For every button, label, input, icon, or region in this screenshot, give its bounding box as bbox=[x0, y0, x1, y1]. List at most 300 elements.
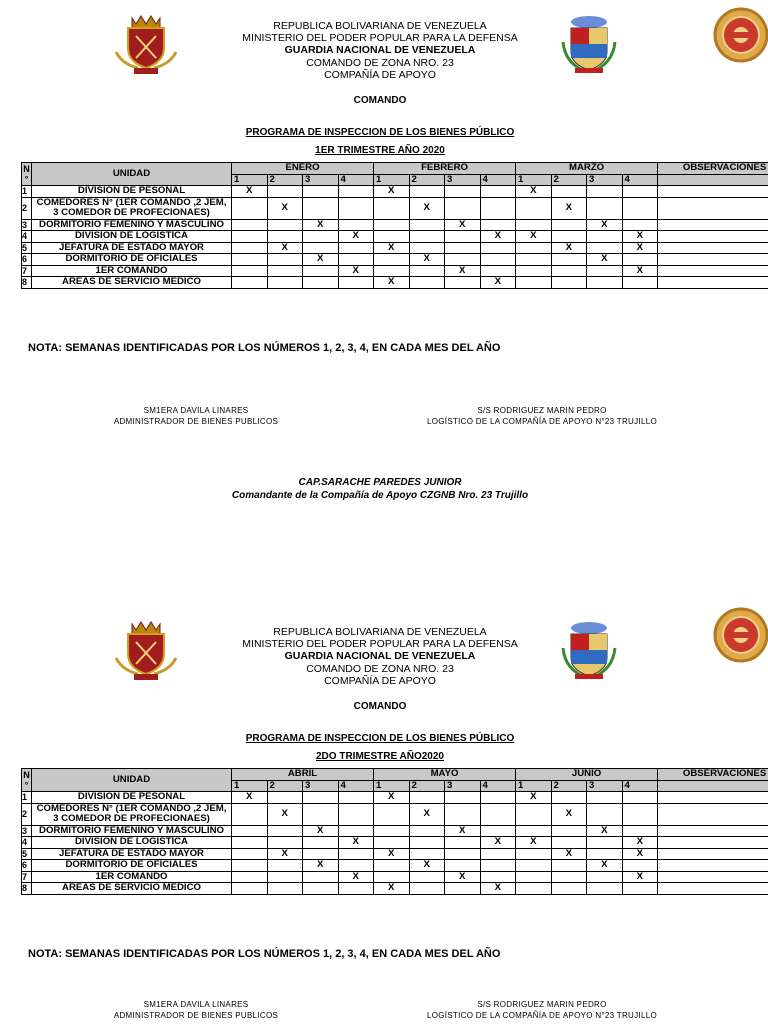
row-number: 6 bbox=[22, 860, 32, 872]
week-cell bbox=[267, 825, 303, 837]
header-week: 4 bbox=[622, 780, 658, 792]
week-cell bbox=[622, 277, 658, 289]
row-number: 7 bbox=[22, 871, 32, 883]
week-cell bbox=[232, 837, 268, 849]
header-unidad: UNIDAD bbox=[32, 769, 232, 792]
signature-right bbox=[402, 406, 682, 427]
inspection-table bbox=[21, 162, 768, 289]
observaciones-cell bbox=[658, 792, 768, 804]
table-row bbox=[22, 197, 768, 219]
observaciones-cell bbox=[658, 265, 768, 277]
header-number: N ° bbox=[23, 769, 30, 790]
week-cell bbox=[374, 254, 410, 266]
week-cell: X bbox=[374, 792, 410, 804]
row-unidad: COMEDORES N° (1ER COMANDO ,2 JEM, 3 COMEDOR DE PROFECIONAES) bbox=[32, 803, 232, 825]
trimestre-title: 1ER TRIMESTRE AÑO 2020 bbox=[315, 145, 445, 156]
week-cell bbox=[338, 219, 374, 231]
signature-right-role: LOGÍSTICO DE LA COMPAÑÍA DE APOYO N°23 TRUJILLO bbox=[427, 416, 657, 426]
row-number: 2 bbox=[22, 197, 32, 219]
header-line-1: REPUBLICA BOLIVARIANA DE VENEZUELA bbox=[273, 20, 487, 32]
week-cell bbox=[338, 792, 374, 804]
week-cell bbox=[338, 803, 374, 825]
week-cell: X bbox=[551, 848, 587, 860]
week-cell bbox=[232, 231, 268, 243]
header-week: 3 bbox=[303, 174, 339, 186]
header-week: 2 bbox=[267, 780, 303, 792]
week-cell bbox=[480, 848, 516, 860]
week-cell: X bbox=[374, 277, 410, 289]
observaciones-cell bbox=[658, 848, 768, 860]
week-cell: X bbox=[445, 825, 481, 837]
week-cell: X bbox=[267, 242, 303, 254]
week-cell bbox=[480, 254, 516, 266]
week-cell bbox=[516, 242, 552, 254]
header-week: 4 bbox=[338, 174, 374, 186]
week-cell bbox=[445, 792, 481, 804]
row-number: 7 bbox=[22, 265, 32, 277]
week-cell bbox=[267, 871, 303, 883]
week-cell bbox=[551, 825, 587, 837]
week-cell: X bbox=[374, 883, 410, 895]
week-cell: X bbox=[445, 871, 481, 883]
observaciones-cell bbox=[658, 186, 768, 198]
header-obs-spacer bbox=[658, 174, 768, 186]
week-cell bbox=[480, 803, 516, 825]
header-line-3: GUARDIA NACIONAL DE VENEZUELA bbox=[284, 650, 476, 663]
table-row bbox=[22, 883, 768, 895]
week-cell bbox=[409, 792, 445, 804]
row-unidad: DORMITORIO DE OFICIALES bbox=[32, 254, 232, 266]
national-shield-icon bbox=[557, 12, 621, 76]
week-cell bbox=[445, 860, 481, 872]
row-unidad: DIVISION DE PESONAL bbox=[32, 792, 232, 804]
row-unidad: 1ER COMANDO bbox=[32, 871, 232, 883]
commander-name: CAP.SARACHE PAREDES JUNIOR bbox=[298, 477, 462, 488]
week-cell bbox=[516, 848, 552, 860]
week-cell: X bbox=[587, 860, 623, 872]
week-cell: X bbox=[551, 242, 587, 254]
week-cell bbox=[232, 848, 268, 860]
week-cell bbox=[374, 837, 410, 849]
week-cell bbox=[232, 883, 268, 895]
week-cell: X bbox=[267, 848, 303, 860]
comando-title: COMANDO bbox=[353, 95, 407, 106]
table-row bbox=[22, 860, 768, 872]
row-number: 6 bbox=[22, 254, 32, 266]
header-line-4: COMANDO DE ZONA NRO. 23 bbox=[306, 662, 454, 675]
week-cell: X bbox=[338, 231, 374, 243]
week-cell bbox=[480, 197, 516, 219]
header-week: 2 bbox=[551, 174, 587, 186]
week-cell bbox=[445, 186, 481, 198]
week-cell bbox=[587, 186, 623, 198]
nota-text: NOTA: SEMANAS IDENTIFICADAS POR LOS NÚMEROS 1, 2, 3, 4, EN CADA MES DEL AÑO bbox=[28, 948, 501, 960]
header-line-2: MINISTERIO DEL PODER POPULAR PARA LA DEFENSA bbox=[242, 638, 518, 651]
week-cell bbox=[587, 848, 623, 860]
week-cell bbox=[374, 825, 410, 837]
row-unidad: AREAS DE SERVICIO MEDICO bbox=[32, 277, 232, 289]
row-number: 5 bbox=[22, 848, 32, 860]
week-cell bbox=[338, 186, 374, 198]
week-cell: X bbox=[409, 197, 445, 219]
week-cell bbox=[516, 860, 552, 872]
week-cell bbox=[409, 231, 445, 243]
week-cell: X bbox=[409, 860, 445, 872]
row-unidad: JEFATURA DE ESTADO MAYOR bbox=[32, 242, 232, 254]
header-obs-spacer bbox=[658, 780, 768, 792]
header-observaciones: OBSERVACIONES bbox=[658, 163, 768, 175]
header-month: FEBRERO bbox=[374, 163, 516, 175]
table-row bbox=[22, 837, 768, 849]
week-cell bbox=[338, 197, 374, 219]
week-cell: X bbox=[374, 186, 410, 198]
table-row bbox=[22, 186, 768, 198]
week-cell bbox=[587, 242, 623, 254]
week-cell: X bbox=[516, 186, 552, 198]
week-cell bbox=[516, 883, 552, 895]
week-cell bbox=[445, 837, 481, 849]
week-cell bbox=[267, 219, 303, 231]
table-header-months bbox=[22, 163, 768, 175]
week-cell bbox=[267, 883, 303, 895]
week-cell bbox=[338, 848, 374, 860]
week-cell bbox=[303, 792, 339, 804]
week-cell bbox=[409, 883, 445, 895]
week-cell bbox=[587, 837, 623, 849]
gn-medal-icon bbox=[712, 2, 768, 68]
header-line-5: COMPAÑÍA DE APOYO bbox=[324, 674, 436, 687]
week-cell bbox=[587, 803, 623, 825]
row-number: 5 bbox=[22, 242, 32, 254]
week-cell bbox=[587, 265, 623, 277]
header-week: 1 bbox=[516, 174, 552, 186]
week-cell: X bbox=[480, 277, 516, 289]
header-week: 2 bbox=[551, 780, 587, 792]
week-cell: X bbox=[551, 803, 587, 825]
document-header bbox=[200, 626, 560, 687]
week-cell: X bbox=[516, 792, 552, 804]
header-month: JUNIO bbox=[516, 769, 658, 781]
observaciones-cell bbox=[658, 197, 768, 219]
week-cell bbox=[551, 837, 587, 849]
week-cell bbox=[232, 219, 268, 231]
week-cell: X bbox=[303, 219, 339, 231]
row-unidad: DIVISION DE LOGISTICA bbox=[32, 231, 232, 243]
week-cell bbox=[303, 265, 339, 277]
signature-left bbox=[96, 406, 296, 427]
week-cell bbox=[445, 883, 481, 895]
week-cell bbox=[480, 825, 516, 837]
week-cell bbox=[374, 871, 410, 883]
week-cell: X bbox=[303, 254, 339, 266]
week-cell bbox=[338, 860, 374, 872]
table-row bbox=[22, 254, 768, 266]
week-cell: X bbox=[374, 848, 410, 860]
week-cell: X bbox=[338, 265, 374, 277]
row-unidad: DIVISION DE PESONAL bbox=[32, 186, 232, 198]
gn-crest-icon bbox=[112, 12, 180, 76]
week-cell bbox=[409, 837, 445, 849]
row-number: 8 bbox=[22, 277, 32, 289]
programa-title: PROGRAMA DE INSPECCION DE LOS BIENES PÚBLICO bbox=[245, 127, 515, 138]
week-cell bbox=[622, 792, 658, 804]
week-cell bbox=[267, 254, 303, 266]
signature-right bbox=[402, 1000, 682, 1021]
header-week: 3 bbox=[303, 780, 339, 792]
week-cell bbox=[587, 231, 623, 243]
header-month: MAYO bbox=[374, 769, 516, 781]
week-cell bbox=[232, 803, 268, 825]
week-cell bbox=[232, 265, 268, 277]
week-cell bbox=[516, 219, 552, 231]
header-week: 3 bbox=[587, 780, 623, 792]
week-cell bbox=[480, 186, 516, 198]
gn-medal-icon bbox=[712, 602, 768, 668]
header-week: 3 bbox=[587, 174, 623, 186]
week-cell bbox=[622, 186, 658, 198]
week-cell bbox=[303, 803, 339, 825]
week-cell bbox=[516, 265, 552, 277]
header-week: 1 bbox=[232, 174, 268, 186]
row-number: 1 bbox=[22, 792, 32, 804]
week-cell bbox=[267, 231, 303, 243]
week-cell: X bbox=[338, 871, 374, 883]
week-cell: X bbox=[622, 837, 658, 849]
observaciones-cell bbox=[658, 219, 768, 231]
week-cell bbox=[374, 860, 410, 872]
table-row bbox=[22, 277, 768, 289]
row-number: 3 bbox=[22, 219, 32, 231]
week-cell bbox=[232, 277, 268, 289]
row-number: 4 bbox=[22, 837, 32, 849]
table-row bbox=[22, 848, 768, 860]
week-cell bbox=[551, 254, 587, 266]
nota-text: NOTA: SEMANAS IDENTIFICADAS POR LOS NÚMEROS 1, 2, 3, 4, EN CADA MES DEL AÑO bbox=[28, 342, 501, 354]
week-cell bbox=[267, 265, 303, 277]
week-cell: X bbox=[622, 242, 658, 254]
week-cell bbox=[551, 231, 587, 243]
comando-title: COMANDO bbox=[353, 701, 407, 712]
observaciones-cell bbox=[658, 871, 768, 883]
week-cell: X bbox=[232, 792, 268, 804]
week-cell bbox=[409, 186, 445, 198]
week-cell bbox=[409, 825, 445, 837]
week-cell bbox=[445, 254, 481, 266]
row-number: 3 bbox=[22, 825, 32, 837]
observaciones-cell bbox=[658, 254, 768, 266]
header-observaciones: OBSERVACIONES bbox=[658, 769, 768, 781]
week-cell bbox=[374, 197, 410, 219]
week-cell: X bbox=[622, 265, 658, 277]
week-cell: X bbox=[303, 860, 339, 872]
week-cell bbox=[267, 860, 303, 872]
week-cell bbox=[303, 837, 339, 849]
week-cell bbox=[303, 186, 339, 198]
week-cell bbox=[551, 883, 587, 895]
document-header bbox=[200, 20, 560, 81]
week-cell: X bbox=[587, 219, 623, 231]
week-cell bbox=[338, 277, 374, 289]
week-cell bbox=[409, 277, 445, 289]
row-unidad: DORMITORIO DE OFICIALES bbox=[32, 860, 232, 872]
header-week: 1 bbox=[232, 780, 268, 792]
observaciones-cell bbox=[658, 803, 768, 825]
week-cell bbox=[551, 792, 587, 804]
table-row bbox=[22, 803, 768, 825]
week-cell bbox=[338, 254, 374, 266]
week-cell bbox=[480, 265, 516, 277]
week-cell bbox=[622, 254, 658, 266]
week-cell bbox=[303, 848, 339, 860]
signature-left bbox=[96, 1000, 296, 1021]
week-cell bbox=[232, 254, 268, 266]
week-cell: X bbox=[409, 803, 445, 825]
row-unidad: COMEDORES N° (1ER COMANDO ,2 JEM, 3 COMEDOR DE PROFECIONAES) bbox=[32, 197, 232, 219]
week-cell bbox=[622, 197, 658, 219]
row-number: 2 bbox=[22, 803, 32, 825]
week-cell bbox=[480, 242, 516, 254]
week-cell bbox=[516, 803, 552, 825]
week-cell bbox=[409, 848, 445, 860]
header-line-2: MINISTERIO DEL PODER POPULAR PARA LA DEFENSA bbox=[242, 32, 518, 45]
week-cell bbox=[338, 883, 374, 895]
week-cell bbox=[445, 197, 481, 219]
header-week: 2 bbox=[409, 780, 445, 792]
row-unidad: DORMITORIO FEMENINO Y MASCULINO bbox=[32, 219, 232, 231]
header-week: 1 bbox=[374, 174, 410, 186]
week-cell: X bbox=[480, 837, 516, 849]
header-week: 4 bbox=[480, 780, 516, 792]
week-cell: X bbox=[445, 265, 481, 277]
week-cell bbox=[587, 792, 623, 804]
signature-right-role: LOGÍSTICO DE LA COMPAÑÍA DE APOYO N°23 TRUJILLO bbox=[427, 1010, 657, 1020]
trimestre-title: 2DO TRIMESTRE AÑO2020 bbox=[316, 751, 444, 762]
week-cell bbox=[587, 883, 623, 895]
week-cell: X bbox=[480, 231, 516, 243]
row-unidad: DORMITORIO FEMENINO Y MASCULINO bbox=[32, 825, 232, 837]
table-row bbox=[22, 871, 768, 883]
week-cell bbox=[232, 871, 268, 883]
week-cell bbox=[480, 871, 516, 883]
week-cell bbox=[409, 871, 445, 883]
header-line-1: REPUBLICA BOLIVARIANA DE VENEZUELA bbox=[273, 626, 487, 638]
header-number: N ° bbox=[23, 163, 30, 184]
header-week: 1 bbox=[374, 780, 410, 792]
week-cell bbox=[303, 197, 339, 219]
week-cell bbox=[267, 186, 303, 198]
week-cell bbox=[516, 871, 552, 883]
header-week: 3 bbox=[445, 780, 481, 792]
signature-left-name: SM1ERA DAVILA LINARES bbox=[143, 1000, 249, 1009]
week-cell bbox=[374, 265, 410, 277]
week-cell bbox=[587, 277, 623, 289]
table-row bbox=[22, 219, 768, 231]
signature-right-name: S/S RODRIGUEZ MARIN PEDRO bbox=[477, 1000, 607, 1009]
week-cell bbox=[232, 860, 268, 872]
week-cell bbox=[516, 254, 552, 266]
observaciones-cell bbox=[658, 277, 768, 289]
week-cell: X bbox=[267, 197, 303, 219]
week-cell bbox=[303, 277, 339, 289]
week-cell bbox=[516, 197, 552, 219]
header-month: MARZO bbox=[516, 163, 658, 175]
week-cell bbox=[551, 265, 587, 277]
header-week: 4 bbox=[338, 780, 374, 792]
week-cell bbox=[267, 277, 303, 289]
row-unidad: DIVISION DE LOGISTICA bbox=[32, 837, 232, 849]
week-cell bbox=[374, 231, 410, 243]
national-shield-icon bbox=[557, 618, 621, 682]
header-week: 2 bbox=[409, 174, 445, 186]
table-row bbox=[22, 825, 768, 837]
week-cell: X bbox=[303, 825, 339, 837]
week-cell: X bbox=[374, 242, 410, 254]
observaciones-cell bbox=[658, 231, 768, 243]
week-cell bbox=[551, 860, 587, 872]
table-row bbox=[22, 265, 768, 277]
week-cell: X bbox=[232, 186, 268, 198]
week-cell: X bbox=[587, 254, 623, 266]
week-cell: X bbox=[267, 803, 303, 825]
signature-left-role: ADMINISTRADOR DE BIENES PUBLICOS bbox=[113, 1010, 279, 1020]
header-line-4: COMANDO DE ZONA NRO. 23 bbox=[306, 56, 454, 69]
week-cell: X bbox=[622, 871, 658, 883]
row-number: 1 bbox=[22, 186, 32, 198]
week-cell bbox=[445, 242, 481, 254]
week-cell bbox=[551, 871, 587, 883]
week-cell: X bbox=[409, 254, 445, 266]
week-cell bbox=[338, 825, 374, 837]
week-cell bbox=[551, 277, 587, 289]
header-line-5: COMPAÑÍA DE APOYO bbox=[324, 68, 436, 81]
week-cell: X bbox=[551, 197, 587, 219]
observaciones-cell bbox=[658, 242, 768, 254]
row-number: 4 bbox=[22, 231, 32, 243]
header-month: ABRIL bbox=[232, 769, 374, 781]
week-cell bbox=[551, 219, 587, 231]
week-cell bbox=[445, 803, 481, 825]
week-cell bbox=[516, 277, 552, 289]
week-cell bbox=[303, 242, 339, 254]
week-cell bbox=[622, 825, 658, 837]
week-cell: X bbox=[622, 231, 658, 243]
week-cell bbox=[409, 265, 445, 277]
table-row bbox=[22, 792, 768, 804]
week-cell bbox=[374, 219, 410, 231]
week-cell: X bbox=[338, 837, 374, 849]
row-unidad: JEFATURA DE ESTADO MAYOR bbox=[32, 848, 232, 860]
row-number: 8 bbox=[22, 883, 32, 895]
programa-title: PROGRAMA DE INSPECCION DE LOS BIENES PÚBLICO bbox=[245, 733, 515, 744]
inspection-table bbox=[21, 768, 768, 895]
header-week: 3 bbox=[445, 174, 481, 186]
week-cell: X bbox=[516, 231, 552, 243]
signature-right-name: S/S RODRIGUEZ MARIN PEDRO bbox=[477, 406, 607, 415]
gn-crest-icon bbox=[112, 618, 180, 682]
week-cell bbox=[232, 242, 268, 254]
week-cell bbox=[303, 883, 339, 895]
week-cell bbox=[303, 871, 339, 883]
week-cell bbox=[622, 803, 658, 825]
signature-left-name: SM1ERA DAVILA LINARES bbox=[143, 406, 249, 415]
week-cell bbox=[374, 803, 410, 825]
week-cell bbox=[303, 231, 339, 243]
week-cell bbox=[232, 197, 268, 219]
header-line-3: GUARDIA NACIONAL DE VENEZUELA bbox=[284, 44, 476, 57]
week-cell bbox=[338, 242, 374, 254]
week-cell bbox=[409, 219, 445, 231]
table-row bbox=[22, 231, 768, 243]
